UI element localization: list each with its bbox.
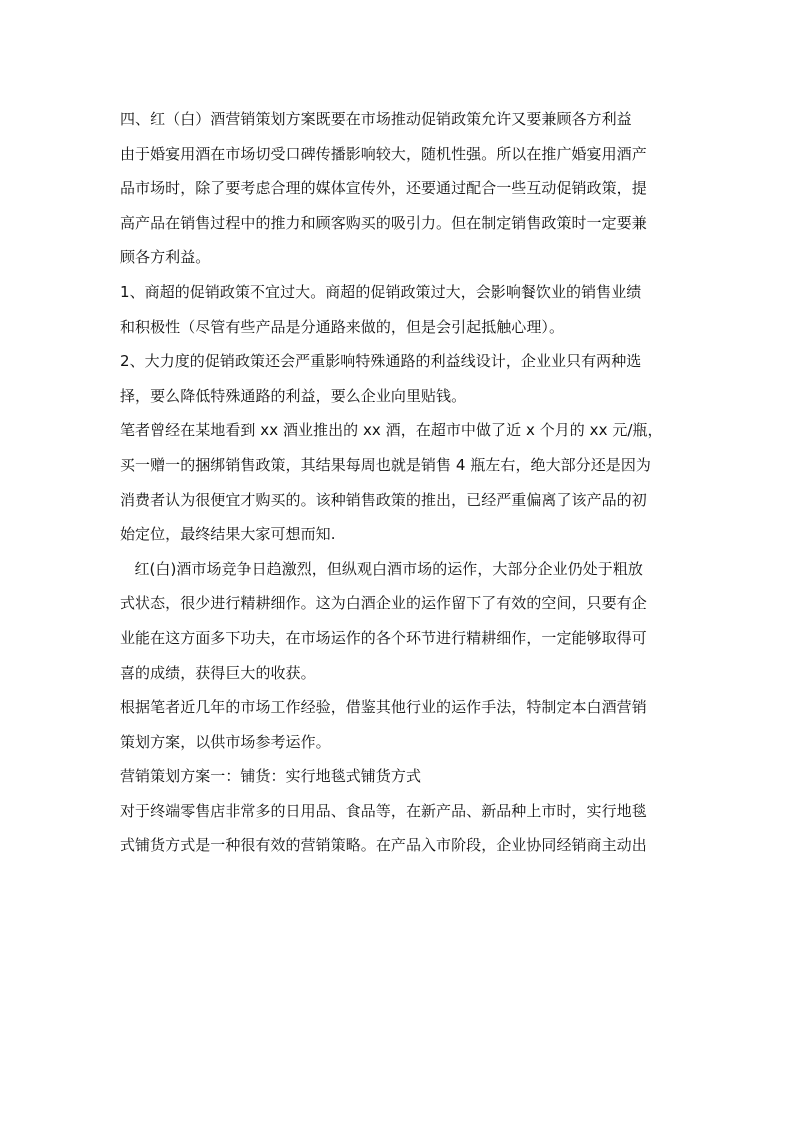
text-line: 式铺货方式是一种很有效的营销策略。在产品入市阶段，企业协同经销商主动出 <box>120 836 647 855</box>
text-line: 消费者认为很便宜才购买的。该种销售政策的推出，已经严重偏离了该产品的初 <box>120 490 647 509</box>
text-line: 业能在这方面多下功夫，在市场运作的各个环节进行精耕细作，一定能够取得可 <box>120 628 647 647</box>
text-line: 策划方案，以供市场参考运作。 <box>120 732 331 751</box>
list-item-2: 2、大力度的促销政策还会严重影响特殊通路的利益线设计，企业业只有两种选 <box>120 352 642 371</box>
text-line: 始定位，最终结果大家可想而知. <box>120 525 336 544</box>
text-line: 由于婚宴用酒在市场切受口碑传播影响较大，随机性强。所以在推广婚宴用酒产 <box>120 144 647 163</box>
document-body <box>120 102 680 863</box>
text-line: 根据笔者近几年的市场工作经验，借鉴其他行业的运作手法，特制定本白酒营销 <box>120 698 647 717</box>
text-line: 对于终端零售店非常多的日用品、食品等，在新产品、新品种上市时，实行地毯 <box>120 801 647 820</box>
text-line: 和积极性（尽管有些产品是分通路来做的，但是会引起抵触心理）。 <box>120 317 565 336</box>
text-line: 择，要么降低特殊通路的利益，要么企业向里贴钱。 <box>120 386 467 405</box>
text-line: 买一赠一的捆绑销售政策，其结果每周也就是销售 4 瓶左右，绝大部分还是因为 <box>120 455 651 474</box>
text-line: 喜的成绩，获得巨大的收获。 <box>120 663 316 682</box>
text-line: 高产品在销售过程中的推力和顾客购买的吸引力。但在制定销售政策时一定要兼 <box>120 213 647 232</box>
heading-plan-one: 营销策划方案一：铺货：实行地毯式铺货方式 <box>120 767 422 786</box>
list-item-1: 1、商超的促销政策不宜过大。商超的促销政策过大，会影响餐饮业的销售业绩 <box>120 282 642 301</box>
text-line: 顾各方利益。 <box>120 248 211 267</box>
heading-section-four: 四、红（白）酒营销策划方案既要在市场推动促销政策允许又要兼顾各方利益 <box>120 110 632 128</box>
text-line: 品市场时，除了要考虑合理的媒体宣传外，还要通过配合一些互动促销政策，提 <box>120 179 647 198</box>
text-line: 式状态，很少进行精耕细作。这为白酒企业的运作留下了有效的空间，只要有企 <box>120 594 647 613</box>
text-line: 红(白)酒市场竞争日趋激烈，但纵观白酒市场的运作，大部分企业仍处于粗放 <box>120 559 643 578</box>
text-line: 笔者曾经在某地看到 xx 酒业推出的 xx 酒，在超市中做了近 x 个月的 xx 元/瓶， <box>120 421 663 440</box>
